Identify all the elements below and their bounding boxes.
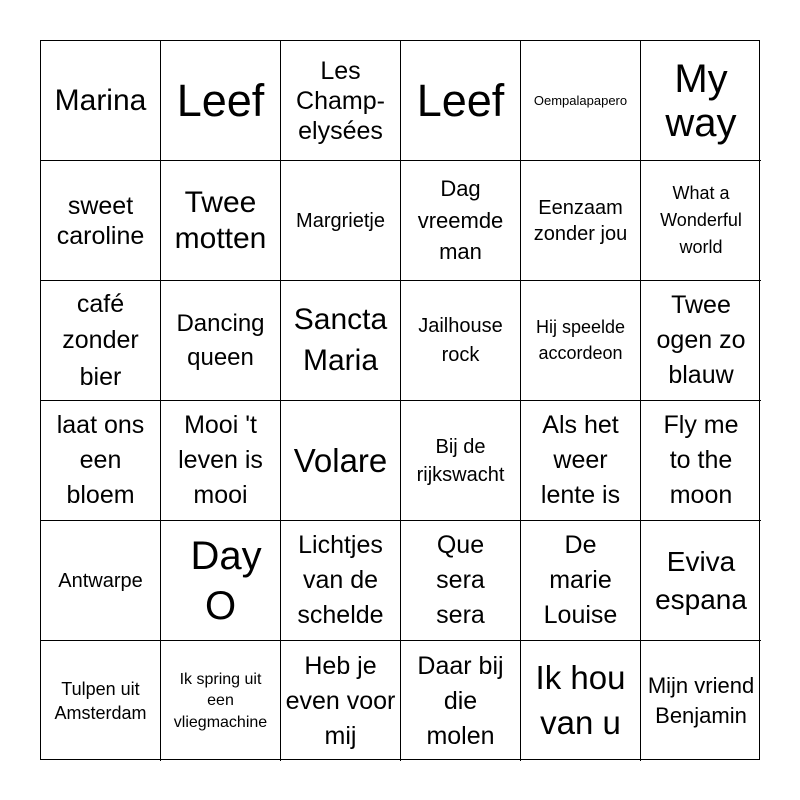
cell-label: Hij speelde accordeon	[535, 317, 626, 363]
bingo-cell	[41, 161, 161, 281]
bingo-cell	[641, 641, 761, 761]
bingo-cell	[161, 641, 281, 761]
cell-label: Ik hou van u	[535, 659, 626, 741]
bingo-cell	[401, 521, 521, 641]
bingo-cell	[281, 521, 401, 641]
cell-label: Oempalapapero	[533, 92, 628, 108]
cell-label: Antwarpe	[58, 569, 143, 592]
cell-label: Leef	[416, 74, 505, 126]
bingo-cell	[641, 401, 761, 521]
bingo-cell	[281, 161, 401, 281]
bingo-cell	[161, 41, 281, 161]
bingo-cell	[641, 281, 761, 401]
cell-label: Als het weer lente is	[540, 411, 621, 509]
cell-label: café zonder bier	[62, 290, 139, 391]
bingo-cell	[41, 521, 161, 641]
cell-label: Twee ogen zo blauw	[656, 291, 746, 389]
bingo-cell	[161, 281, 281, 401]
cell-label: Volare	[293, 441, 388, 479]
cell-label: Marina	[54, 83, 147, 117]
bingo-cell	[281, 41, 401, 161]
cell-label: Lichtjes van de schelde	[297, 531, 384, 629]
cell-label: sweet caroline	[56, 191, 145, 250]
cell-label: Que sera sera	[436, 531, 485, 629]
bingo-cell	[41, 281, 161, 401]
bingo-cell	[41, 41, 161, 161]
bingo-cell	[401, 401, 521, 521]
bingo-cell	[521, 161, 641, 281]
cell-label: laat ons een bloem	[56, 411, 145, 509]
bingo-cell	[521, 641, 641, 761]
cell-label: Mijn vriend Benjamin	[647, 673, 755, 728]
cell-label: Dag vreemde man	[417, 175, 504, 265]
cell-label: Jailhouse rock	[418, 314, 503, 366]
cell-label: Twee motten	[174, 185, 267, 255]
cell-label: Fly me to the moon	[663, 411, 739, 509]
bingo-cell	[161, 161, 281, 281]
bingo-cell	[41, 401, 161, 521]
cell-label: Daar bij die molen	[417, 651, 504, 750]
bingo-cell	[521, 521, 641, 641]
cell-label: Heb je even voor mij	[285, 651, 396, 750]
bingo-cell	[281, 401, 401, 521]
cell-label: Ik spring uit een vliegmachine	[173, 670, 268, 731]
cell-label: Les Champ-elysées	[296, 56, 385, 145]
bingo-cell	[281, 641, 401, 761]
bingo-cell	[521, 401, 641, 521]
bingo-cell	[401, 161, 521, 281]
bingo-cell	[401, 41, 521, 161]
cell-label: Tulpen uit Amsterdam	[54, 678, 147, 723]
bingo-cell	[281, 281, 401, 401]
cell-label: Dancing queen	[176, 309, 265, 371]
cell-label: Leef	[176, 74, 265, 126]
bingo-cell	[41, 641, 161, 761]
bingo-cell	[641, 521, 761, 641]
cell-label: Mooi 't leven is mooi	[178, 411, 263, 509]
bingo-cell	[161, 401, 281, 521]
bingo-cell	[521, 281, 641, 401]
cell-label: Day O	[190, 533, 262, 628]
bingo-cell	[641, 41, 761, 161]
cell-label: Sancta Maria	[293, 303, 388, 377]
bingo-cell	[161, 521, 281, 641]
bingo-card	[40, 40, 760, 760]
bingo-cell	[641, 161, 761, 281]
cell-label: Eviva espana	[655, 545, 747, 615]
bingo-cell	[521, 41, 641, 161]
cell-label: De marie Louise	[543, 531, 618, 629]
bingo-cell	[401, 641, 521, 761]
cell-label: My way	[665, 56, 737, 145]
cell-label: What a Wonderful world	[660, 183, 742, 257]
cell-label: Bij de rijkswacht	[416, 435, 505, 486]
cell-label: Eenzaam zonder jou	[533, 196, 628, 245]
bingo-cell	[401, 281, 521, 401]
cell-label: Margrietje	[296, 209, 385, 232]
